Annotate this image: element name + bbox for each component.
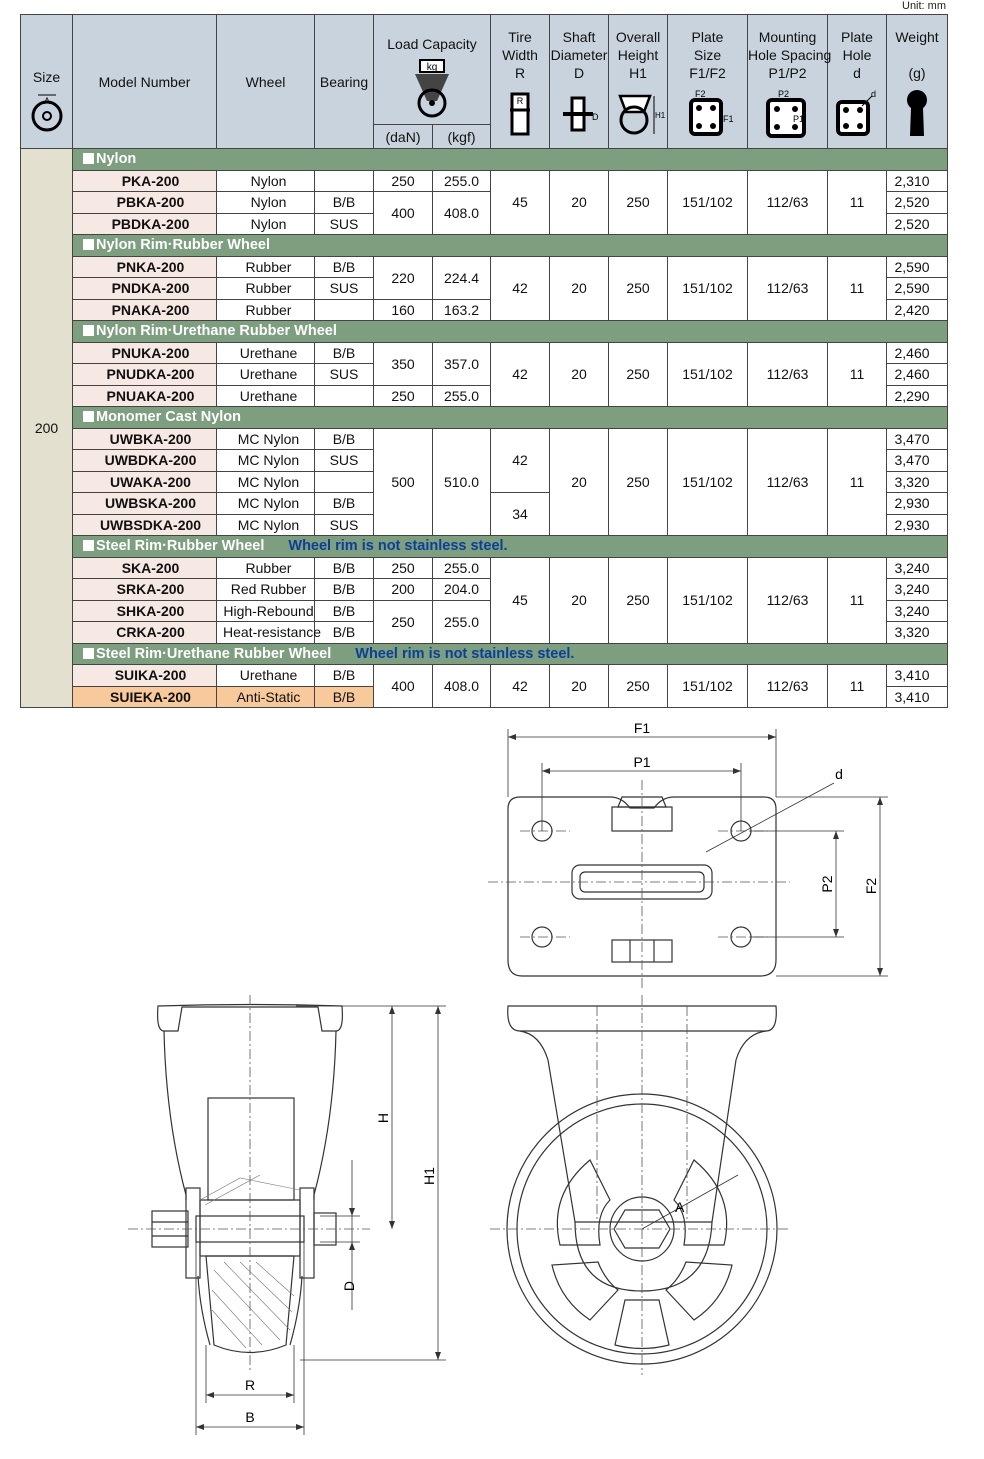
model-number: UWBSKA-200 bbox=[73, 493, 217, 515]
plate-hole: 11 bbox=[828, 256, 887, 321]
wheel-type: Urethane bbox=[217, 364, 315, 386]
plate-size: 151/102 bbox=[668, 256, 748, 321]
plate-size: 151/102 bbox=[668, 342, 748, 407]
weight: 2,590 bbox=[887, 256, 948, 278]
unit-label: Unit: mm bbox=[902, 0, 946, 12]
size-cell: 200 bbox=[21, 149, 73, 708]
load-dan: 250 bbox=[374, 170, 433, 192]
tire-width: 42 bbox=[491, 665, 550, 708]
load-kgf: 255.0 bbox=[433, 385, 491, 407]
plate-hole: 11 bbox=[828, 342, 887, 407]
bearing: B/B bbox=[315, 256, 374, 278]
shaft-diameter: 20 bbox=[550, 256, 609, 321]
model-number: PKA-200 bbox=[73, 170, 217, 192]
category-nylon: Nylon bbox=[73, 149, 948, 171]
weight: 2,520 bbox=[887, 192, 948, 214]
svg-text:d: d bbox=[871, 88, 877, 99]
dim-P1: P1 bbox=[633, 754, 651, 770]
svg-text:H1: H1 bbox=[655, 110, 666, 120]
weight: 2,930 bbox=[887, 493, 948, 515]
dim-F2: F2 bbox=[863, 877, 879, 895]
model-number: UWAKA-200 bbox=[73, 471, 217, 493]
model-number: PBDKA-200 bbox=[73, 213, 217, 235]
svg-text:P1: P1 bbox=[792, 113, 804, 124]
wheel-type: Nylon bbox=[217, 192, 315, 214]
plate-size: 151/102 bbox=[668, 557, 748, 643]
plate-hole-icon bbox=[834, 88, 880, 140]
wheel-type: Urethane bbox=[217, 385, 315, 407]
wheel-type: Red Rubber bbox=[217, 579, 315, 601]
bearing bbox=[315, 385, 374, 407]
model-number: SUIKA-200 bbox=[73, 665, 217, 687]
load-dan: 250 bbox=[374, 600, 433, 643]
plate-hole: 11 bbox=[828, 557, 887, 643]
dim-H: H bbox=[375, 1112, 391, 1124]
bearing: B/B bbox=[315, 579, 374, 601]
shaft-diameter-icon bbox=[559, 88, 599, 140]
weight: 2,930 bbox=[887, 514, 948, 536]
wheel-type: Nylon bbox=[217, 170, 315, 192]
load-dan: 220 bbox=[374, 256, 433, 299]
technical-drawing bbox=[0, 712, 984, 1459]
header-height: Overall Height H1 H1 bbox=[609, 15, 668, 149]
load-kgf: 163.2 bbox=[433, 299, 491, 321]
tire-width: 45 bbox=[491, 170, 550, 235]
wheel-type: Rubber bbox=[217, 278, 315, 300]
load-dan: 400 bbox=[374, 192, 433, 235]
bearing: B/B bbox=[315, 665, 374, 687]
stainless-note: Wheel rim is not stainless steel. bbox=[288, 538, 508, 555]
weight: 3,410 bbox=[887, 665, 948, 687]
plate-hole: 11 bbox=[828, 170, 887, 235]
shaft-diameter: 20 bbox=[550, 557, 609, 643]
weight: 3,410 bbox=[887, 686, 948, 708]
load-kgf: 510.0 bbox=[433, 428, 491, 536]
model-number: PNDKA-200 bbox=[73, 278, 217, 300]
overall-height: 250 bbox=[609, 557, 668, 643]
model-number: SKA-200 bbox=[73, 557, 217, 579]
stainless-note: Wheel rim is not stainless steel. bbox=[355, 645, 575, 662]
model-number: SRKA-200 bbox=[73, 579, 217, 601]
wheel-type: Urethane bbox=[217, 665, 315, 687]
overall-height-icon bbox=[614, 88, 666, 140]
load-dan: 160 bbox=[374, 299, 433, 321]
weight: 2,460 bbox=[887, 364, 948, 386]
overall-height: 250 bbox=[609, 428, 668, 536]
load-dan: 400 bbox=[374, 665, 433, 708]
overall-height: 250 bbox=[609, 342, 668, 407]
bearing: B/B bbox=[315, 600, 374, 622]
dim-R: R bbox=[244, 1377, 256, 1393]
mounting-spacing: 112/63 bbox=[748, 665, 828, 708]
wheel-type: High-Rebound bbox=[217, 600, 315, 622]
model-number: UWBKA-200 bbox=[73, 428, 217, 450]
header-kgf: (kgf) bbox=[433, 125, 491, 149]
header-model: Model Number bbox=[73, 15, 217, 149]
mounting-spacing: 112/63 bbox=[748, 557, 828, 643]
weight: 2,420 bbox=[887, 299, 948, 321]
bearing: B/B bbox=[315, 622, 374, 644]
wheel-type: MC Nylon bbox=[217, 514, 315, 536]
plate-hole: 11 bbox=[828, 665, 887, 708]
wheel-type: MC Nylon bbox=[217, 450, 315, 472]
bearing: B/B bbox=[315, 557, 374, 579]
bearing: B/B bbox=[315, 342, 374, 364]
load-kgf: 408.0 bbox=[433, 665, 491, 708]
weight: 2,590 bbox=[887, 278, 948, 300]
bearing: SUS bbox=[315, 514, 374, 536]
wheel-type: MC Nylon bbox=[217, 493, 315, 515]
shaft-diameter: 20 bbox=[550, 665, 609, 708]
weight: 3,240 bbox=[887, 579, 948, 601]
load-kgf: 357.0 bbox=[433, 342, 491, 385]
mounting-spacing: 112/63 bbox=[748, 170, 828, 235]
svg-text:P2: P2 bbox=[777, 88, 789, 99]
bearing: SUS bbox=[315, 213, 374, 235]
load-kgf: 255.0 bbox=[433, 600, 491, 643]
dim-P2: P2 bbox=[819, 875, 835, 893]
wheel-type: MC Nylon bbox=[217, 428, 315, 450]
plate-hole: 11 bbox=[828, 428, 887, 536]
model-number: PNUDKA-200 bbox=[73, 364, 217, 386]
bearing: SUS bbox=[315, 364, 374, 386]
wheel-type: Rubber bbox=[217, 256, 315, 278]
bearing: SUS bbox=[315, 278, 374, 300]
svg-text:kg: kg bbox=[426, 61, 438, 73]
tire-width: 45 bbox=[491, 557, 550, 643]
header-dan: (daN) bbox=[374, 125, 433, 149]
category-nylon-rim-urethane: Nylon Rim·Urethane Rubber Wheel bbox=[73, 321, 948, 343]
model-number: PNUAKA-200 bbox=[73, 385, 217, 407]
shaft-diameter: 20 bbox=[550, 428, 609, 536]
tire-width: 34 bbox=[491, 493, 550, 536]
bearing bbox=[315, 299, 374, 321]
category-steel-rim-rubber: Steel Rim·Rubber Wheel Wheel rim is not stainless steel. bbox=[73, 536, 948, 558]
side-view bbox=[152, 1005, 342, 1353]
model-number: PNAKA-200 bbox=[73, 299, 217, 321]
header-plate-size: Plate Size F1/F2 F2 F1 bbox=[668, 15, 748, 149]
header-wheel: Wheel bbox=[217, 15, 315, 149]
dim-F1: F1 bbox=[633, 720, 651, 736]
spec-table bbox=[20, 14, 948, 708]
header-mounting: Mounting Hole Spacing P1/P2 P2 P1 bbox=[748, 15, 828, 149]
weight: 3,470 bbox=[887, 450, 948, 472]
weight: 3,470 bbox=[887, 428, 948, 450]
bearing bbox=[315, 471, 374, 493]
dim-D: D bbox=[341, 1280, 357, 1292]
header-bearing: Bearing bbox=[315, 15, 374, 149]
header-plate-hole: Plate Hole d d bbox=[828, 15, 887, 149]
svg-text:D: D bbox=[592, 111, 599, 122]
dim-A: A bbox=[675, 1199, 685, 1215]
plate-size: 151/102 bbox=[668, 170, 748, 235]
load-dan: 500 bbox=[374, 428, 433, 536]
mounting-hole-icon bbox=[764, 88, 812, 140]
wheel-type: MC Nylon bbox=[217, 471, 315, 493]
weight: 2,310 bbox=[887, 170, 948, 192]
category-steel-rim-urethane: Steel Rim·Urethane Rubber Wheel Wheel rim is not stainless steel. bbox=[73, 643, 948, 665]
wheel-type: Rubber bbox=[217, 299, 315, 321]
model-number: SUIEKA-200 bbox=[73, 686, 217, 708]
shaft-diameter: 20 bbox=[550, 170, 609, 235]
weight: 2,290 bbox=[887, 385, 948, 407]
bearing: SUS bbox=[315, 450, 374, 472]
load-kgf: 224.4 bbox=[433, 256, 491, 299]
header-shaft: Shaft Diameter D D bbox=[550, 15, 609, 149]
svg-text:R: R bbox=[516, 95, 524, 106]
category-monomer: Monomer Cast Nylon bbox=[73, 407, 948, 429]
model-number: PNUKA-200 bbox=[73, 342, 217, 364]
shaft-diameter: 20 bbox=[550, 342, 609, 407]
mounting-spacing: 112/63 bbox=[748, 342, 828, 407]
svg-text:F2: F2 bbox=[694, 88, 706, 99]
tire-width: 42 bbox=[491, 256, 550, 321]
wheel-type: Urethane bbox=[217, 342, 315, 364]
bearing: B/B bbox=[315, 686, 374, 708]
load-kgf: 255.0 bbox=[433, 170, 491, 192]
plate-size-icon bbox=[685, 88, 734, 140]
overall-height: 250 bbox=[609, 170, 668, 235]
weight: 3,240 bbox=[887, 600, 948, 622]
weight: 2,520 bbox=[887, 213, 948, 235]
weight: 3,240 bbox=[887, 557, 948, 579]
weight-icon bbox=[902, 88, 932, 140]
bearing: B/B bbox=[315, 428, 374, 450]
plate-size: 151/102 bbox=[668, 665, 748, 708]
mounting-spacing: 112/63 bbox=[748, 256, 828, 321]
dim-B: B bbox=[245, 1409, 255, 1425]
bearing: B/B bbox=[315, 192, 374, 214]
tire-width: 42 bbox=[491, 428, 550, 493]
wheel-size-icon bbox=[30, 92, 64, 132]
model-number: PNKA-200 bbox=[73, 256, 217, 278]
category-nylon-rim-rubber: Nylon Rim·Rubber Wheel bbox=[73, 235, 948, 257]
plate-size: 151/102 bbox=[668, 428, 748, 536]
tire-width: 42 bbox=[491, 342, 550, 407]
header-size: Size A bbox=[21, 15, 73, 149]
load-dan: 250 bbox=[374, 385, 433, 407]
wheel-type: Anti-Static bbox=[217, 686, 315, 708]
tire-width-icon bbox=[502, 88, 538, 140]
wheel-type: Nylon bbox=[217, 213, 315, 235]
load-capacity-icon bbox=[407, 59, 457, 119]
weight: 2,460 bbox=[887, 342, 948, 364]
dim-d: d bbox=[835, 766, 843, 782]
load-kgf: 408.0 bbox=[433, 192, 491, 235]
model-number: UWBDKA-200 bbox=[73, 450, 217, 472]
model-number: UWBSDKA-200 bbox=[73, 514, 217, 536]
weight: 3,320 bbox=[887, 471, 948, 493]
load-kgf: 255.0 bbox=[433, 557, 491, 579]
header-load: Load Capacity kg bbox=[374, 15, 491, 125]
model-number: CRKA-200 bbox=[73, 622, 217, 644]
dim-H1: H1 bbox=[421, 1167, 437, 1185]
header-tire-width: Tire Width R R bbox=[491, 15, 550, 149]
mounting-spacing: 112/63 bbox=[748, 428, 828, 536]
bearing bbox=[315, 170, 374, 192]
svg-text:A: A bbox=[43, 95, 50, 106]
wheel-type: Heat-resistance bbox=[217, 622, 315, 644]
overall-height: 250 bbox=[609, 665, 668, 708]
load-dan: 200 bbox=[374, 579, 433, 601]
bearing: B/B bbox=[315, 493, 374, 515]
load-dan: 350 bbox=[374, 342, 433, 385]
wheel-type: Rubber bbox=[217, 557, 315, 579]
model-number: SHKA-200 bbox=[73, 600, 217, 622]
svg-text:F1: F1 bbox=[722, 113, 734, 124]
overall-height: 250 bbox=[609, 256, 668, 321]
load-kgf: 204.0 bbox=[433, 579, 491, 601]
header-weight: Weight (g) bbox=[887, 15, 948, 149]
weight: 3,320 bbox=[887, 622, 948, 644]
load-dan: 250 bbox=[374, 557, 433, 579]
model-number: PBKA-200 bbox=[73, 192, 217, 214]
